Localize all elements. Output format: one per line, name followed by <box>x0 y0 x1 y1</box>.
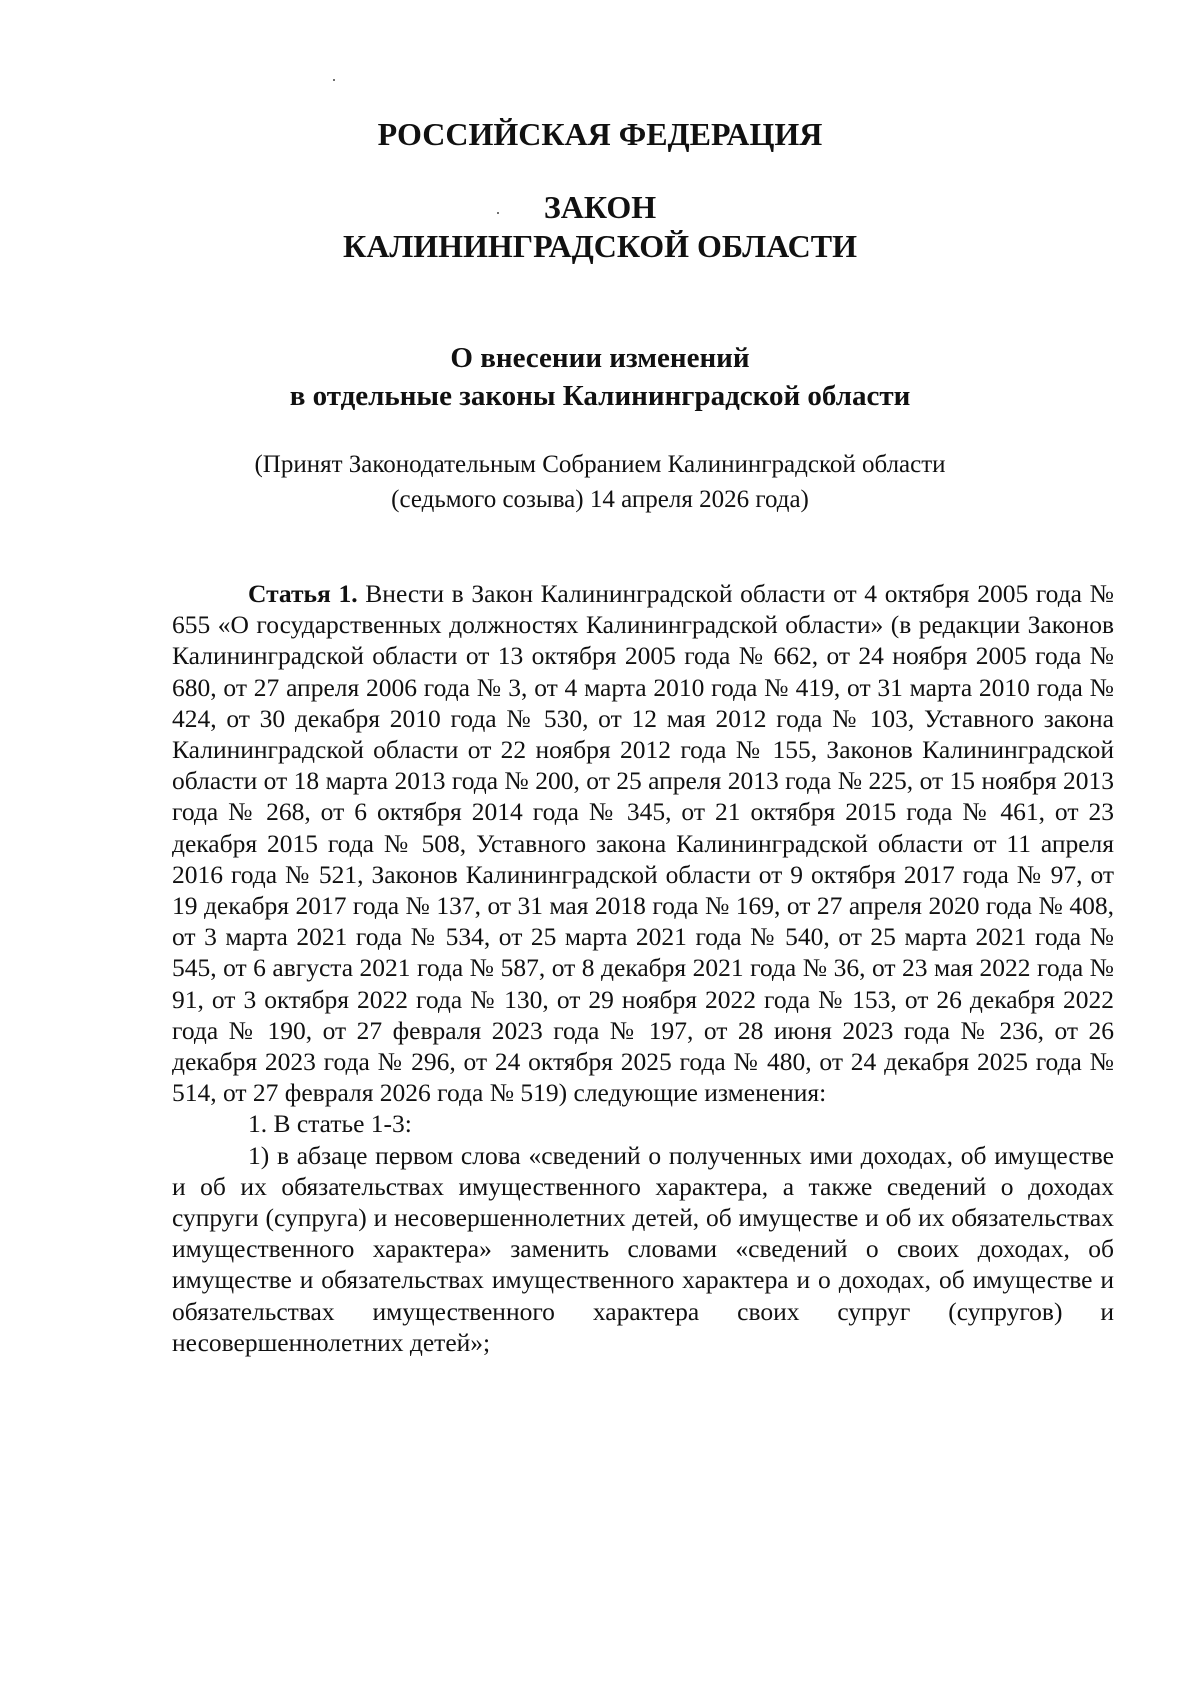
adoption-note-line2: (седьмого созыва) 14 апреля 2026 года) <box>391 486 809 513</box>
scan-speck <box>333 79 335 81</box>
article-body <box>172 578 1114 1358</box>
law-heading: ЗАКОН <box>543 189 657 225</box>
article-1-text: Внести в Закон Калининградской области от 4 октября 2005 года № 655 «О государственных должностях Калининградской области» (в редакции Законов Калининградской области от 13 октября 2005 года № 662, от 24 ноября 2005 года № 680, от 27 апреля 2006 года № 3, от 4 марта 2010 года № 419, от 31 марта 2010 года № 424, от 30 декабря 2010 года № 530, от 12 мая 2012 года № 103, Уставного закона Калининградской области от 22 ноября 2012 года № 155, Законов Калининградской области от 18 марта 2013 года № 200, от 25 апреля 2013 года № 225, от 15 ноября 2013 года № 268, от 6 октября 2014 года № 345, от 21 октября 2015 года № 461, от 23 декабря 2015 года № 508, Уставного закона Калининградской области от 11 апреля 2016 года № 521, Законов Калининградской области от 9 октября 2017 года № 97, от 19 декабря 2017 года № 137, от 31 мая 2018 года № 169, от 27 апреля 2020 года № 408, от 3 марта 2021 года № 534, от 25 марта 2021 года № 540, от 25 марта 2021 года № 545, от 6 августа 2021 года № 587, от 8 декабря 2021 года № 36, от 23 мая 2022 года № 91, от 3 октября 2022 года № 130, от 29 ноября 2022 года № 153, от 26 декабря 2022 года № 190, от 27 февраля 2023 года № 197, от 28 июня 2023 года № 236, от 26 декабря 2023 года № 296, от 24 октября 2025 года № 480, от 24 декабря 2025 года № 514, от 27 февраля 2026 года № 519) следующие изменения: <box>172 579 1114 1108</box>
article-1-paragraph <box>172 578 1114 1108</box>
article-1-item-1: 1. В статье 1-3: <box>248 1109 412 1139</box>
article-1-subitem-1: 1) в абзаце первом слова «сведений о полученных ими доходах, об имуществе и об их обязательствах имущественного характера, а также сведений о доходах супруги (супруга) и несовершеннолетних детей, об имуществе и об их обязательствах имущественного характера» заменить словами «сведений о своих доходах, об имуществе и обязательствах имущественного характера и о доходах, об имуществе и обязательствах имущественного характера своих супруг (супругов) и несовершеннолетних детей»; <box>172 1140 1114 1357</box>
adoption-note-line1: (Принят Законодательным Собранием Калининградской области <box>254 451 946 478</box>
country-heading: РОССИЙСКАЯ ФЕДЕРАЦИЯ <box>377 116 823 152</box>
law-title-line2: в отдельные законы Калининградской области <box>289 380 911 412</box>
law-title-line1: О внесении изменений <box>450 342 750 374</box>
region-heading: КАЛИНИНГРАДСКОЙ ОБЛАСТИ <box>343 228 857 264</box>
article-label: Статья 1. <box>248 579 358 608</box>
